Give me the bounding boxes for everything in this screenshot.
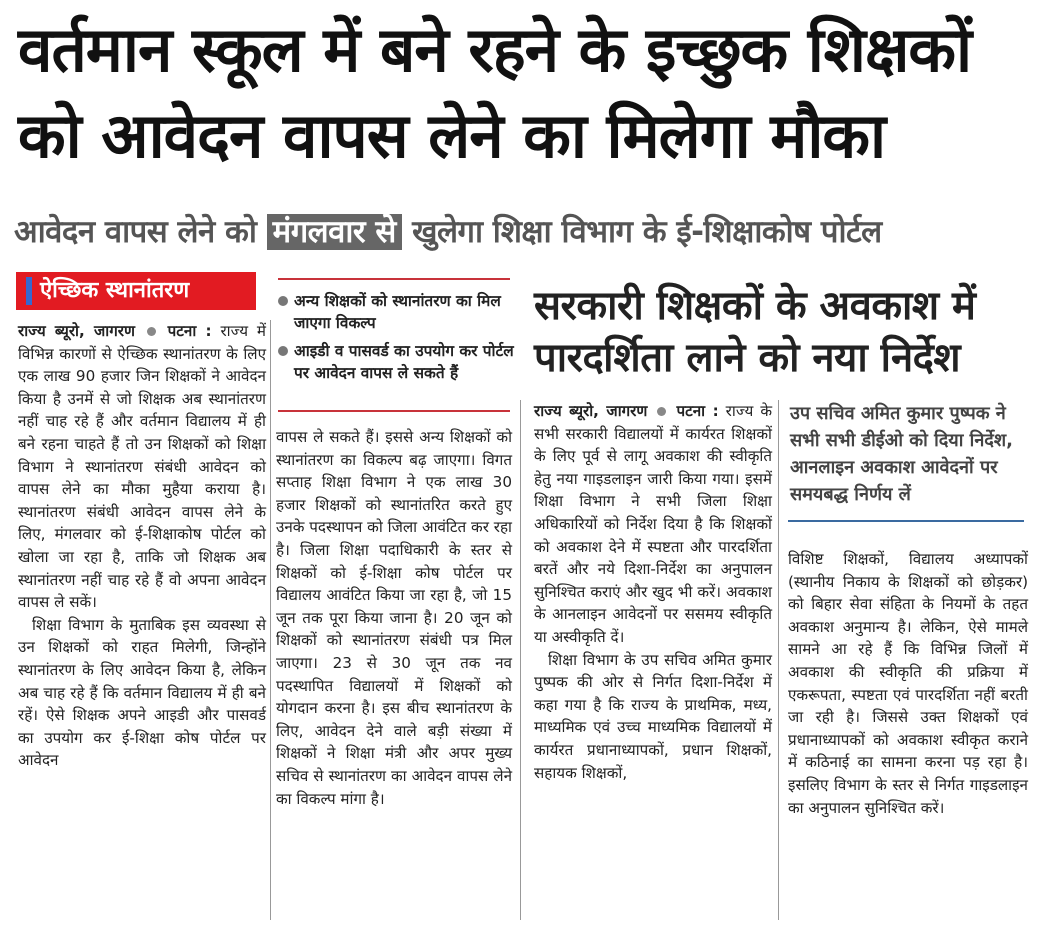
story2-deck: उप सचिव अमित कुमार पुष्पक ने सभी सभी डीईओ को दिया निर्देश, आनलाइन अवकाश आवेदनों पर समयबद्ध निर्णय लें — [790, 403, 1013, 505]
deck-rule — [788, 520, 1024, 522]
bullet-dot-icon — [278, 346, 288, 356]
story1-paragraph-1 — [18, 320, 266, 614]
story2-paragraph-1 — [534, 400, 772, 649]
story1-paragraph-3: वापस ले सकते हैं। इससे अन्य शिक्षकों को स्थानांतरण का विकल्प बढ़ जाएगा। विगत सप्ताह शिक्षा विभाग ने एक लाख 30 हजार शिक्षकों को स्थानांतरित करते हुए उनके पदस्थापन को जिला आवंटित कर रहा है। जिला शिक्षा पदाधिकारी के स्तर से शिक्षकों को ई-शिक्षा कोष पोर्टल पर विद्यालय आवंटित किया जा रहा है, जो 15 जून तक पूरा किया जाना है। 20 जून को शिक्षकों को स्थानांतरण संबंधी पत्र मिल जाएगा। 23 से 30 जून तक नव पदस्थापित विद्यालयों में शिक्षकों को योगदान करना है। इस बीच स्थानांतरण के लिए, आवेदन देने वाले बड़ी संख्या में शिक्षकों ने शिक्षा मंत्री और अपर मुख्य सचिव से स्थानांतरण का आवेदन वापस लेने का विकल्प मांगा है। — [276, 428, 512, 808]
bullet-dot-icon — [147, 327, 156, 336]
bullet-dot-icon — [657, 407, 666, 416]
story1-column-1 — [18, 320, 266, 772]
story2-paragraph-2: शिक्षा विभाग के उप सचिव अमित कुमार पुष्पक की ओर से निर्गत दिशा-निर्देश में कहा गया है कि राज्य के प्राथमिक, मध्य, माध्यमिक एवं उच्च माध्यमिक विद्यालयों में कार्यरत प्रधानाध्यापकों, प्रधान शिक्षकों, सहायक शिक्षकों, — [534, 650, 772, 782]
bullets-top-rule — [278, 278, 510, 280]
bullet-text: आइडी व पासवर्ड का उपयोग कर पोर्टल पर आवेदन वापस ले सकते हैं — [294, 342, 514, 382]
story1-column-2 — [276, 426, 512, 810]
story1-place: पटना : — [167, 322, 212, 340]
subheadline-start: आवेदन वापस लेने को — [14, 214, 257, 250]
story2-column-2 — [788, 548, 1028, 819]
bullet-list — [278, 290, 514, 390]
bullet-text: अन्य शिक्षकों को स्थानांतरण का मिल जाएगा विकल्प — [294, 292, 501, 332]
story1-text-1: राज्य में विभिन्न कारणों से ऐच्छिक स्थानांतरण के लिए एक लाख 90 हजार जिन शिक्षकों ने आवेदन किया है उनमें से जो शिक्षक अब स्थानांतरण नहीं चाह रहे हैं और वर्तमान विद्यालय में ही बने रहना चाहते हैं तो उन शिक्षकों को शिक्षा विभाग ने स्थानांतरण संबंधी आवेदन को वापस लेने का मौका मुहैया कराया है। स्थानांतरण संबंधी आवेदन वापस लेने के लिए, मंगलवार को ई-शिक्षाकोष पोर्टल को खोला जा रहा है, ताकि जो शिक्षक अब स्थानांतरण नहीं चाह रहे हैं वो अपना आवेदन वापस ले सकें। — [18, 322, 266, 612]
tag-accent-bar — [26, 277, 32, 305]
story2-byline: राज्य ब्यूरो, जागरण — [534, 402, 648, 420]
subheadline — [14, 210, 1044, 252]
bullets-bottom-rule — [278, 410, 510, 412]
story2-place: पटना : — [676, 402, 719, 420]
section-tag-label: ऐच्छिक स्थानांतरण — [40, 278, 190, 303]
story1-byline: राज्य ब्यूरो, जागरण — [18, 322, 135, 340]
story2-text-1: राज्य के सभी सरकारी विद्यालयों में कार्यरत शिक्षकों के लिए पूर्व से लागू अवकाश की स्वीकृति हेतु नया गाइडलाइन जारी किया गया। इसमें शिक्षा विभाग ने सभी जिला शिक्षा अधिकारियों को निर्देश दिया है कि शिक्षकों को अवकाश देने में स्पष्टता और पारदर्शिता बरतें और नये दिशा-निर्देश का अनुपालन सुनिश्चित कराएं और खुद भी करें। अवकाश के आनलाइन आवेदनों पर ससमय स्वीकृति या अस्वीकृति दें। — [534, 402, 773, 646]
story2-paragraph-3: विशिष्ट शिक्षकों, विद्यालय अध्यापकों (स्थानीय निकाय के शिक्षकों को छोड़कर) को बिहार सेवा संहिता के नियमों के तहत अवकाश अनुमान्य है। लेकिन, ऐसे मामले सामने आ रहे हैं कि विभिन्न जिलों में अवकाश की स्वीकृति की प्रक्रिया में एकरूपता, स्पष्टता एवं पारदर्शिता नहीं बरती जा रही है। जिससे उक्त शिक्षकों एवं प्रधानाध्यापकों को अवकाश स्वीकृत कराने में कठिनाई का सामना करना पड़ रहा है। इसलिए विभाग के स्तर से निर्गत गाइडलाइन का अनुपालन सुनिश्चित करें। — [788, 550, 1028, 817]
subheadline-highlight: मंगलवार से — [267, 214, 402, 250]
subheadline-end: खुलेगा शिक्षा विभाग के ई-शिक्षाकोष पोर्टल — [412, 214, 882, 250]
story2-column-1 — [534, 400, 772, 784]
section-tag — [16, 272, 256, 310]
headline-line-1: वर्तमान स्कूल में बने रहने के इच्छुक शिक्षकों — [18, 13, 972, 86]
story1-paragraph-2: शिक्षा विभाग के मुताबिक इस व्यवस्था से उन शिक्षकों को राहत मिलेगी, जिन्होंने स्थानांतरण के लिए आवेदन किया है, लेकिन अब चाह रहे हैं कि वर्तमान विद्यालय में ही बने रहें। ऐसे शिक्षक अपने आइडी और पासवर्ड का उपयोग कर ई-शिक्षा कोष पोर्टल पर आवेदन — [18, 615, 266, 770]
bullet-dot-icon — [278, 296, 288, 306]
column-divider — [270, 320, 271, 920]
column-divider — [778, 400, 779, 920]
bullet-item — [278, 340, 514, 384]
bullet-item — [278, 290, 514, 334]
headline-line-2: को आवेदन वापस लेने का मिलेगा मौका — [18, 99, 886, 172]
column-divider — [520, 400, 521, 920]
story2-headline: सरकारी शिक्षकों के अवकाश में पारदर्शिता लाने को नया निर्देश — [534, 283, 976, 381]
